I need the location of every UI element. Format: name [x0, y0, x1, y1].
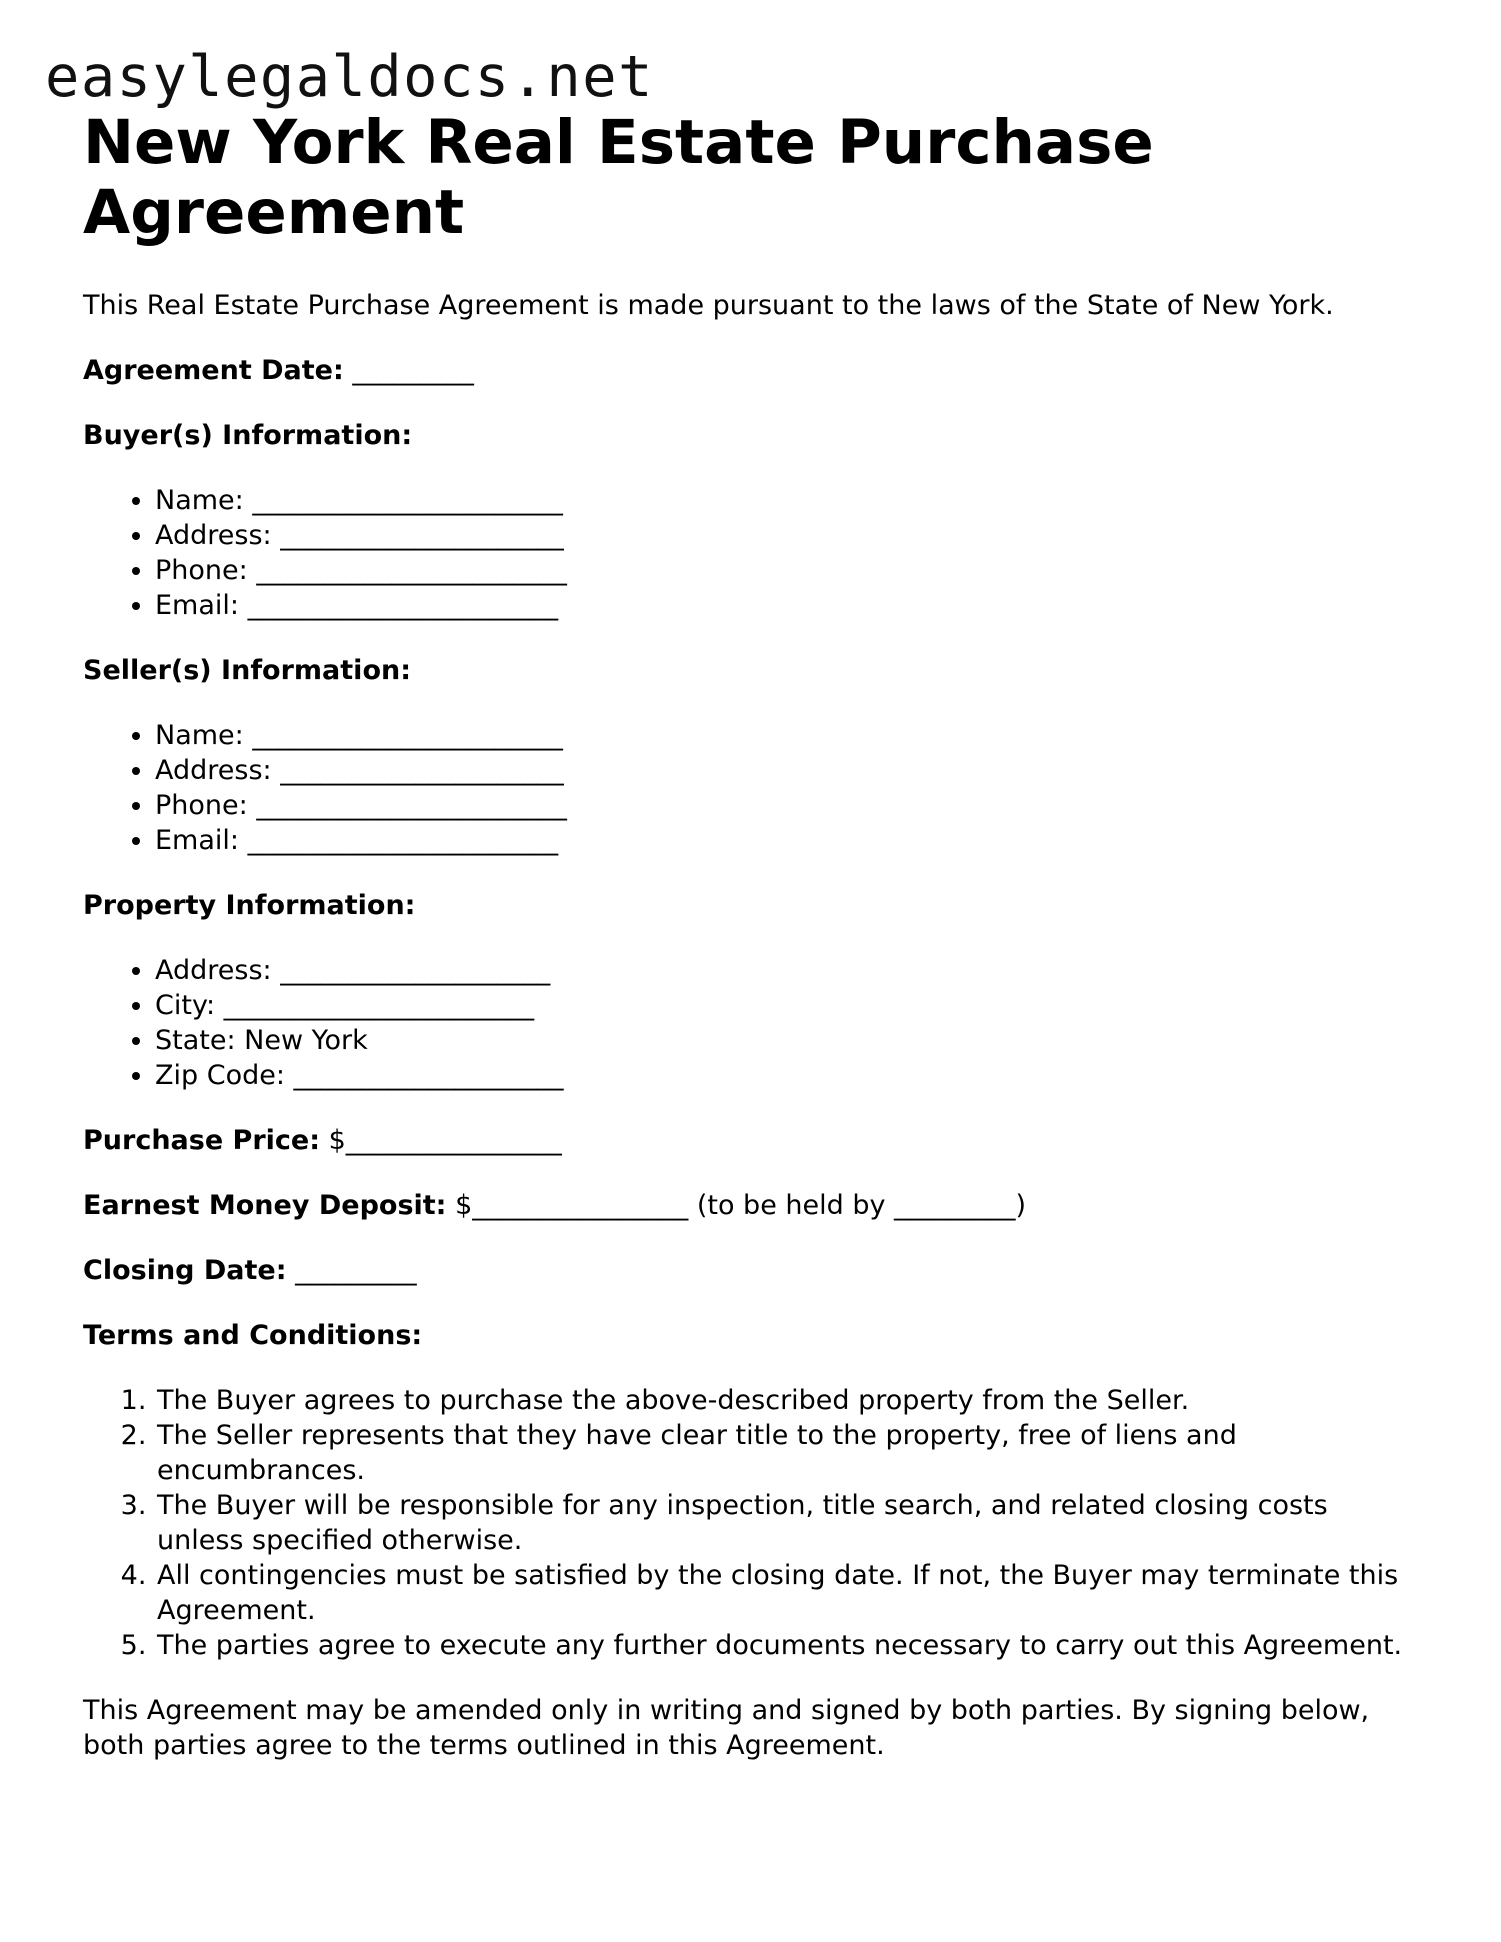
purchase-price-line: [83, 1123, 1413, 1158]
buyer-address-field: • Address: _____________________: [155, 518, 1413, 553]
buyer-email-field: • Email: _______________________: [155, 588, 1413, 623]
purchase-price-label: Purchase Price:: [83, 1125, 321, 1156]
document-body: [83, 108, 1413, 1763]
closing-date-label: Closing Date:: [83, 1255, 287, 1286]
agreement-date-blank: _________: [343, 355, 474, 386]
seller-info-list: [83, 718, 1413, 858]
seller-name-field: • Name: _______________________: [155, 718, 1413, 753]
seller-email-field: • Email: _______________________: [155, 823, 1413, 858]
seller-heading: Seller(s) Information:: [83, 655, 412, 686]
seller-phone-field: • Phone: _______________________: [155, 788, 1413, 823]
property-city-field: • City: _______________________: [155, 988, 1413, 1023]
purchase-price-blank: $________________: [320, 1125, 562, 1156]
closing-date-line: [83, 1253, 1413, 1288]
property-zip-field: • Zip Code: ____________________: [155, 1058, 1413, 1093]
earnest-money-blank: $________________ (to be held by _________): [446, 1190, 1027, 1221]
closing-date-blank: _________: [286, 1255, 417, 1286]
watermark: easylegaldocs.net: [45, 44, 654, 110]
term-item: 5. The parties agree to execute any further documents necessary to carry out this Agreement.: [155, 1628, 1413, 1663]
buyer-phone-field: • Phone: _______________________: [155, 553, 1413, 588]
terms-heading: Terms and Conditions:: [83, 1320, 423, 1351]
term-item: 3. The Buyer will be responsible for any inspection, title search, and related closing costs unless specified otherwise.: [155, 1488, 1413, 1558]
earnest-money-line: [83, 1188, 1413, 1223]
property-state-field: • State: New York: [155, 1023, 1413, 1058]
agreement-date-line: [83, 353, 1413, 388]
document-title: New York Real Estate Purchase Agreement: [83, 107, 1154, 248]
property-address-field: • Address: ____________________: [155, 953, 1413, 988]
intro-paragraph: This Real Estate Purchase Agreement is made pursuant to the laws of the State of New York.: [83, 290, 1334, 321]
buyer-name-field: • Name: _______________________: [155, 483, 1413, 518]
agreement-date-label: Agreement Date:: [83, 355, 344, 386]
property-heading: Property Information:: [83, 890, 416, 921]
property-info-list: [83, 953, 1413, 1093]
term-item: 2. The Seller represents that they have clear title to the property, free of liens and encumbrances.: [155, 1418, 1413, 1488]
earnest-money-label: Earnest Money Deposit:: [83, 1190, 447, 1221]
term-item: 1. The Buyer agrees to purchase the above-described property from the Seller.: [155, 1383, 1413, 1418]
buyer-heading: Buyer(s) Information:: [83, 420, 413, 451]
closing-statement: This Agreement may be amended only in writing and signed by both parties. By signing below, both parties agree to the terms outlined in this Agreement.: [83, 1695, 1370, 1761]
seller-address-field: • Address: _____________________: [155, 753, 1413, 788]
terms-list: [83, 1383, 1413, 1663]
term-item: 4. All contingencies must be satisfied by the closing date. If not, the Buyer may terminate this Agreement.: [155, 1558, 1413, 1628]
buyer-info-list: [83, 483, 1413, 623]
